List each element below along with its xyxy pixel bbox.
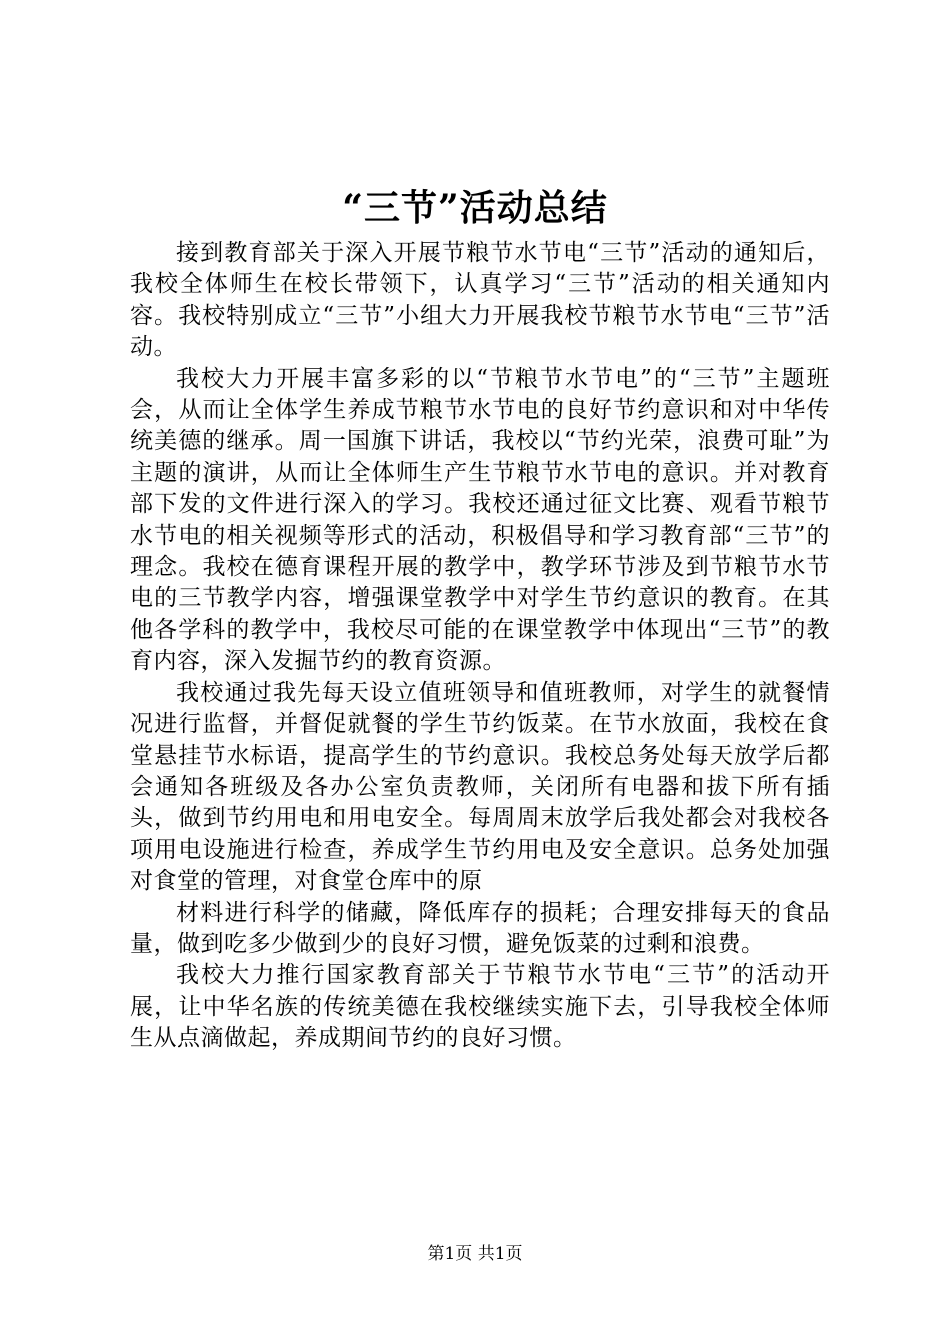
document-body [130, 238, 830, 1055]
paragraph-4: 材料进行科学的储藏，降低库存的损耗；合理安排每天的食品量，做到吃多少做到少的良好习惯，避免饭菜的过剩和浪费。 [130, 899, 830, 957]
paragraph-2: 我校大力开展丰富多彩的以“节粮节水节电”的“三节”主题班会，从而让全体学生养成节粮节水节电的良好节约意识和对中华传统美德的继承。周一国旗下讲话，我校以“节约光荣，浪费可耻”为主题的演讲，从而让全体师生产生节粮节水节电的意识。并对教育部下发的文件进行深入的学习。我校还通过征文比赛、观看节粮节水节电的相关视频等形式的活动，积极倡导和学习教育部“三节”的理念。我校在德育课程开展的教学中，教学环节涉及到节粮节水节电的三节教学内容，增强课堂教学中对学生节约意识的教育。在其他各学科的教学中，我校尽可能的在课堂教学中体现出“三节”的教育内容，深入发掘节约的教育资源。 [130, 365, 830, 675]
page-footer: 第1页 共1页 [427, 1244, 523, 1264]
paragraph-1: 接到教育部关于深入开展节粮节水节电“三节”活动的通知后，我校全体师生在校长带领下，认真学习“三节”活动的相关通知内容。我校特别成立“三节”小组大力开展我校节粮节水节电“三节”活动。 [130, 240, 830, 361]
paragraph-3: 我校通过我先每天设立值班领导和值班教师，对学生的就餐情况进行监督，并督促就餐的学生节约饭菜。在节水放面，我校在食堂悬挂节水标语，提高学生的节约意识。我校总务处每天放学后都会通知各班级及各办公室负责教师，关闭所有电器和拔下所有插头，做到节约用电和用电安全。每周周末放学后我处都会对我校各项用电设施进行检查，养成学生节约用电及安全意识。总务处加强对食堂的管理，对食堂仓库中的原 [130, 679, 830, 895]
paragraph-5: 我校大力推行国家教育部关于节粮节水节电“三节”的活动开展，让中华名族的传统美德在我校继续实施下去，引导我校全体师生从点滴做起，养成期间节约的良好习惯。 [130, 962, 830, 1052]
document-title: “三节”活动总结 [342, 187, 608, 229]
